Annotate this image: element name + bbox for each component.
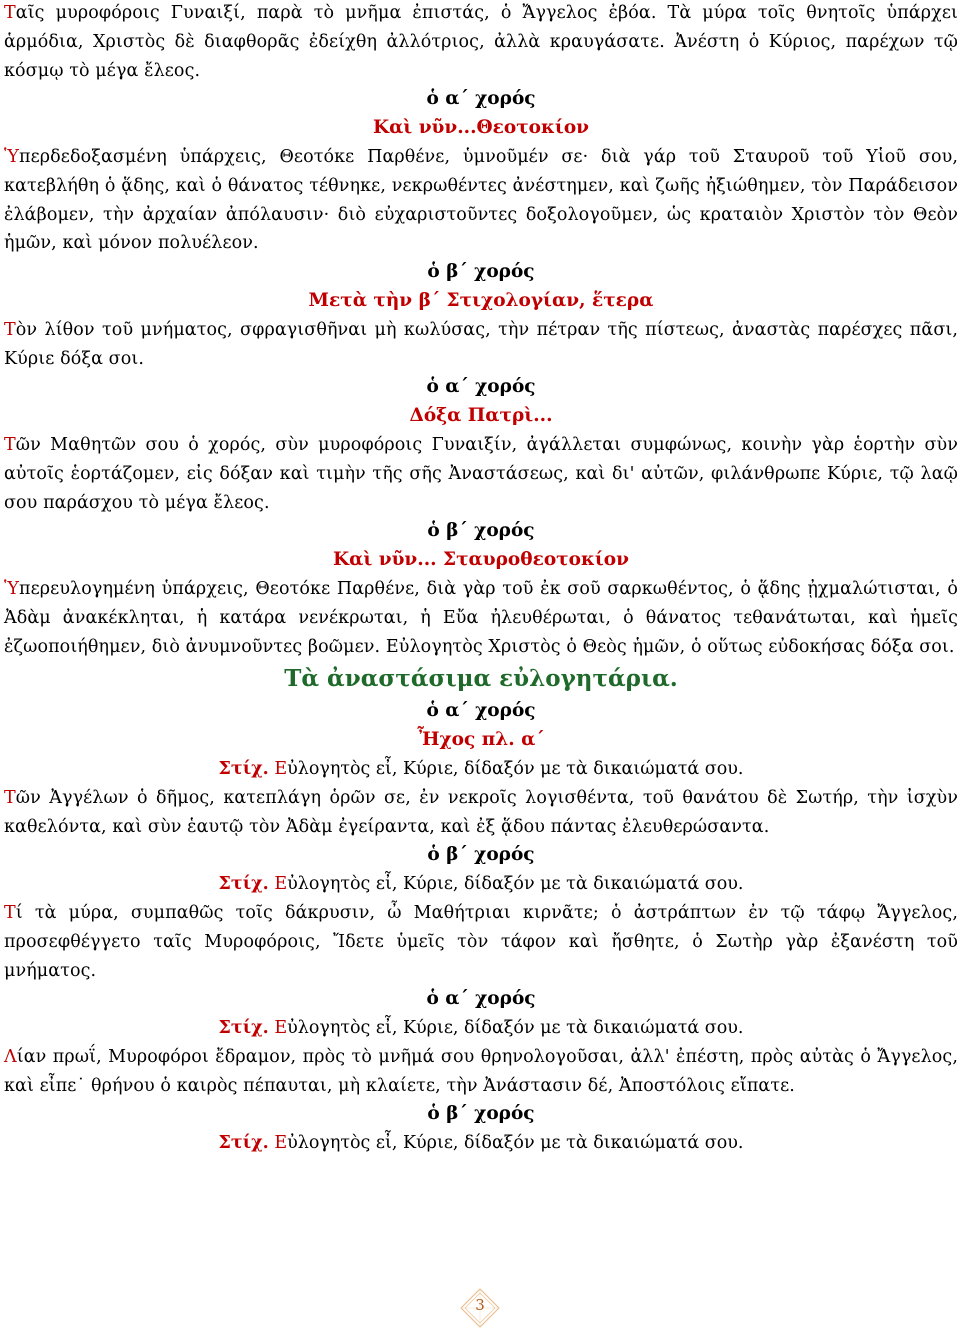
stichos-text: ὐλογητὸς εἶ, Κύριε, δίδαξόν με τὰ δικαιώματά σου. [287,758,744,779]
stichos-verse [4,1014,958,1043]
section-heading: Καὶ νῦν...Θεοτοκίον [372,117,590,139]
section-heading: Δόξα Πατρὶ... [409,405,553,427]
initial-letter: Λ [4,1046,17,1067]
paragraph-text: ῶν Ἀγγέλων ὁ δῆμος, κατεπλάγη ὁρῶν σε, ἐν νεκροῖς λογισθέντα, τοῦ θανάτου δὲ Σωτήρ, τὴν ἰσχὺν καθελόντα, καὶ σὺν ἑαυτῷ τὸν Ἀδὰμ ἐγείραντα, καὶ ἐξ ᾅδου πάντας ἐλευθερώσαντα. [4,787,958,837]
choir-label: ὁ β΄ χορός [427,261,535,283]
paragraph-text: ί τὰ μύρα, συμπαθῶς τοῖς δάκρυσιν, ὦ Μαθήτριαι κιρνᾶτε; ὁ ἀστράπτων ἐν τῷ τάφῳ Ἄγγελος, προσεφθέγγετο ταῖς Μυροφόροις, Ἴδετε ὑμεῖς τὸν τάφον καὶ ἤσθητε, ὁ Σωτὴρ γὰρ ἐξανέστη τοῦ μνήματος. [4,902,958,981]
paragraph [4,1043,958,1101]
paragraph-text: ίαν πρωΐ, Μυροφόροι ἔδραμον, πρὸς τὸ μνῆμά σου θρηνολογοῦσαι, ἀλλ' ἐπέστη, πρὸς αὐτὰς ὁ Ἄγγελος, καὶ εἶπε˙ θρήνου ὁ καιρὸς πέπαυται, μὴ κλαίετε, τὴν Ἀνάστασιν δέ, Ἀποστόλοις εἴπατε. [4,1046,958,1096]
stichos-label: Στίχ. [218,874,269,895]
stichos-text: ὐλογητὸς εἶ, Κύριε, δίδαξόν με τὰ δικαιώματά σου. [287,1133,744,1154]
section-heading: Μετὰ τὴν β΄ Στιχολογίαν, ἕτερα [308,289,654,311]
stichos-label: Στίχ. [218,1133,269,1154]
stichos-verse [4,1129,958,1158]
stichos-text: ὐλογητὸς εἶ, Κύριε, δίδαξόν με τὰ δικαιώματά σου. [287,1018,744,1039]
paragraph-text: περευλογημένη ὑπάρχεις, Θεοτόκε Παρθένε, διὰ γὰρ τοῦ ἐκ σοῦ σαρκωθέντος, ὁ ᾅδης ᾐχμαλώτισται, ὁ Ἀδὰμ ἀνακέκληται, ἡ κατάρα νενέκρωται, ἡ Εὔα ἠλευθέρωται, ὁ θάνατος τεθανάτωται, καὶ ἡμεῖς ἐζωοποιήθημεν, διὸ ἀνυμνοῦντες βοῶμεν. Εὐλογητὸς Χριστὸς ὁ Θεὸς ἡμῶν, ὁ οὕτως εὐδοκήσας δόξα σοι. [4,578,958,657]
initial-letter: Ε [274,1018,288,1039]
major-title: Τὰ ἀναστάσιμα εὐλογητάρια. [284,665,678,693]
paragraph [4,143,958,258]
paragraph-text: ὸν λίθον τοῦ μνήματος, σφραγισθῆναι μὴ κωλύσας, τὴν πέτραν τῆς πίστεως, ἀναστὰς παρέσχες πᾶσι, Κύριε δόξα σοι. [4,319,958,369]
choir-label: ὁ β΄ χορός [427,844,535,866]
paragraph [4,784,958,842]
initial-letter: Ὑ [4,578,19,599]
stichos-verse [4,870,958,899]
initial-letter: Τ [4,319,16,340]
initial-letter: Τ [4,3,16,23]
initial-letter: Ε [274,874,288,895]
choir-label: ὁ α΄ χορός [426,700,536,722]
choir-label: ὁ α΄ χορός [426,88,536,110]
stichos-verse [4,755,958,784]
choir-label: ὁ β΄ χορός [427,1103,535,1125]
paragraph [4,431,958,517]
page-number-ornament [460,1288,500,1328]
choir-label: ὁ β΄ χορός [427,520,535,542]
paragraph [4,0,958,85]
paragraph [4,899,958,985]
page-footer [0,1288,960,1332]
initial-letter: Ε [274,758,288,779]
initial-letter: Ὑ [4,146,19,167]
section-heading: Ἦχος πλ. α΄ [417,729,545,751]
stichos-label: Στίχ. [218,1018,269,1039]
page-number: 3 [475,1296,485,1314]
initial-letter: Τ [4,787,16,808]
document-body [4,0,958,1158]
section-heading: Καὶ νῦν... Σταυροθεοτοκίον [333,549,629,571]
choir-label: ὁ α΄ χορός [426,376,536,398]
paragraph-text: περδεδοξασμένη ὑπάρχεις, Θεοτόκε Παρθένε, ὑμνοῦμέν σε· διὰ γάρ τοῦ Σταυροῦ τοῦ Υἱοῦ σου, κατεβλήθη ὁ ᾅδης, καὶ ὁ θάνατος τέθνηκε, νεκρωθέντες ἀνέστημεν, καὶ ζωῆς ἠξιώθημεν, τὸν Παράδεισον ἐλάβομεν, τὴν ἀρχαίαν ἀπόλαυσιν· διὸ εὐχαριστοῦντες δοξολογοῦμεν, ὡς κραταιὸν Χριστὸν τὸν Θεὸν ἡμῶν, καὶ μόνον πολυέλεον. [4,146,958,254]
paragraph [4,316,958,374]
paragraph-text: ῶν Μαθητῶν σου ὁ χορός, σὺν μυροφόροις Γυναιξίν, ἀγάλλεται συμφώνως, κοινὴν γὰρ ἑορτὴν σὺν αὐτοῖς ἑορτάζομεν, εἰς δόξαν καὶ τιμὴν τῆς σῆς Ἀναστάσεως, καὶ δι' αὐτῶν, φιλάνθρωπε Κύριε, τῷ λαῷ σου παράσχου τὸ μέγα ἔλεος. [4,434,958,513]
paragraph-text: αῖς μυροφόροις Γυναιξί, παρὰ τὸ μνῆμα ἐπιστάς, ὁ Ἄγγελος ἐβόα. Τὰ μύρα τοῖς θνητοῖς ὑπάρχει ἁρμόδια, Χριστὸς δὲ διαφθορᾶς ἐδείχθη ἀλλότριος, ἀλλὰ κραυγάσατε. Ἀνέστη ὁ Κύριος, παρέχων τῷ κόσμῳ τὸ μέγα ἔλεος. [4,3,958,81]
paragraph [4,575,958,661]
stichos-label: Στίχ. [218,758,269,779]
initial-letter: Ε [274,1133,288,1154]
initial-letter: Τ [4,902,16,923]
choir-label: ὁ α΄ χορός [426,988,536,1010]
stichos-text: ὐλογητὸς εἶ, Κύριε, δίδαξόν με τὰ δικαιώματά σου. [287,874,744,895]
initial-letter: Τ [4,434,16,455]
